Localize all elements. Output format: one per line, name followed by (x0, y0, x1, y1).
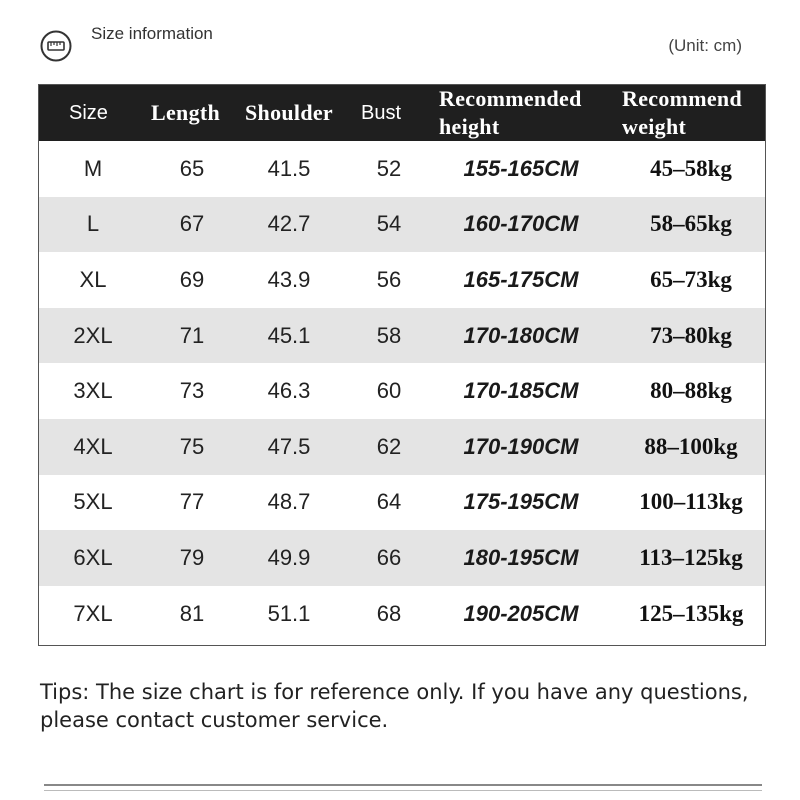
cell-shoulder: 48.7 (267, 489, 311, 515)
table-row (39, 308, 765, 364)
cell-height: 170-185CM (463, 378, 579, 404)
divider-line (44, 784, 762, 786)
table-row (39, 197, 765, 253)
cell-height: 175-195CM (463, 489, 579, 515)
table-row (39, 141, 765, 197)
cell-weight: 73–80kg (650, 322, 732, 348)
cell-height: 160-170CM (463, 211, 579, 237)
cell-bust: 54 (376, 211, 402, 237)
column-header-length: Length (151, 100, 221, 125)
cell-length: 79 (179, 544, 205, 570)
table-row (39, 419, 765, 475)
cell-weight: 88–100kg (644, 433, 738, 459)
column-header-shoulder: Shoulder (245, 100, 333, 125)
cell-bust: 66 (376, 544, 402, 570)
cell-bust: 68 (376, 600, 402, 626)
cell-shoulder: 42.7 (267, 211, 311, 237)
column-header-recommended-height-line1: Recommended (439, 86, 582, 111)
cell-length: 73 (179, 378, 205, 404)
cell-length: 69 (179, 266, 205, 292)
cell-bust: 58 (376, 322, 402, 348)
cell-length: 81 (179, 600, 205, 626)
cell-shoulder: 46.3 (267, 378, 311, 404)
cell-weight: 58–65kg (650, 211, 732, 237)
cell-size: 2XL (73, 322, 113, 348)
table-header (39, 85, 765, 141)
cell-length: 67 (179, 211, 205, 237)
cell-length: 65 (179, 155, 205, 181)
cell-shoulder: 47.5 (267, 433, 311, 459)
column-header-bust: Bust (361, 101, 402, 124)
cell-bust: 52 (376, 155, 402, 181)
table-row (39, 363, 765, 419)
ruler-icon (40, 30, 72, 62)
cell-length: 75 (179, 433, 205, 459)
cell-height: 170-190CM (463, 433, 579, 459)
cell-size: 3XL (73, 378, 113, 404)
cell-bust: 64 (376, 489, 402, 515)
cell-shoulder: 45.1 (267, 322, 311, 348)
cell-size: L (86, 211, 100, 237)
cell-size: 7XL (73, 600, 113, 626)
size-information-title: Size information (91, 24, 213, 43)
cell-shoulder: 43.9 (267, 266, 311, 292)
size-table (38, 84, 766, 646)
table-row (39, 252, 765, 308)
cell-weight: 113–125kg (639, 544, 743, 570)
cell-height: 190-205CM (463, 600, 579, 626)
cell-weight: 125–135kg (638, 600, 744, 626)
column-header-recommend-weight-line2: weight (622, 114, 687, 139)
table-row (39, 530, 765, 586)
cell-shoulder: 41.5 (267, 155, 311, 181)
column-header-recommend-weight-line1: Recommend (622, 86, 743, 111)
cell-length: 77 (179, 489, 205, 515)
cell-weight: 80–88kg (650, 378, 732, 404)
cell-shoulder: 49.9 (267, 544, 311, 570)
table-row (39, 475, 765, 531)
column-header-recommended-height (439, 85, 582, 141)
cell-height: 155-165CM (463, 155, 579, 181)
cell-size: 6XL (73, 544, 113, 570)
table-row (39, 586, 765, 642)
cell-size: XL (79, 266, 107, 292)
cell-height: 180-195CM (463, 544, 579, 570)
tips-text: Tips: The size chart is for reference only. If you have any questions, please contact customer service. (40, 680, 749, 732)
cell-height: 165-175CM (463, 266, 579, 292)
column-header-recommend-weight (622, 85, 742, 141)
column-header-size: Size (69, 101, 108, 124)
cell-length: 71 (179, 322, 205, 348)
unit-label: (Unit: cm) (668, 36, 742, 55)
cell-weight: 65–73kg (650, 266, 732, 292)
cell-weight: 45–58kg (650, 155, 732, 181)
cell-bust: 62 (376, 433, 402, 459)
cell-size: M (83, 155, 103, 181)
cell-bust: 60 (376, 378, 402, 404)
column-header-recommended-height-line2: height (439, 114, 500, 139)
cell-height: 170-180CM (463, 322, 579, 348)
cell-bust: 56 (376, 266, 402, 292)
divider-line-secondary (44, 790, 762, 791)
cell-shoulder: 51.1 (267, 600, 311, 626)
cell-size: 5XL (73, 489, 113, 515)
cell-size: 4XL (73, 433, 113, 459)
cell-weight: 100–113kg (639, 489, 743, 515)
